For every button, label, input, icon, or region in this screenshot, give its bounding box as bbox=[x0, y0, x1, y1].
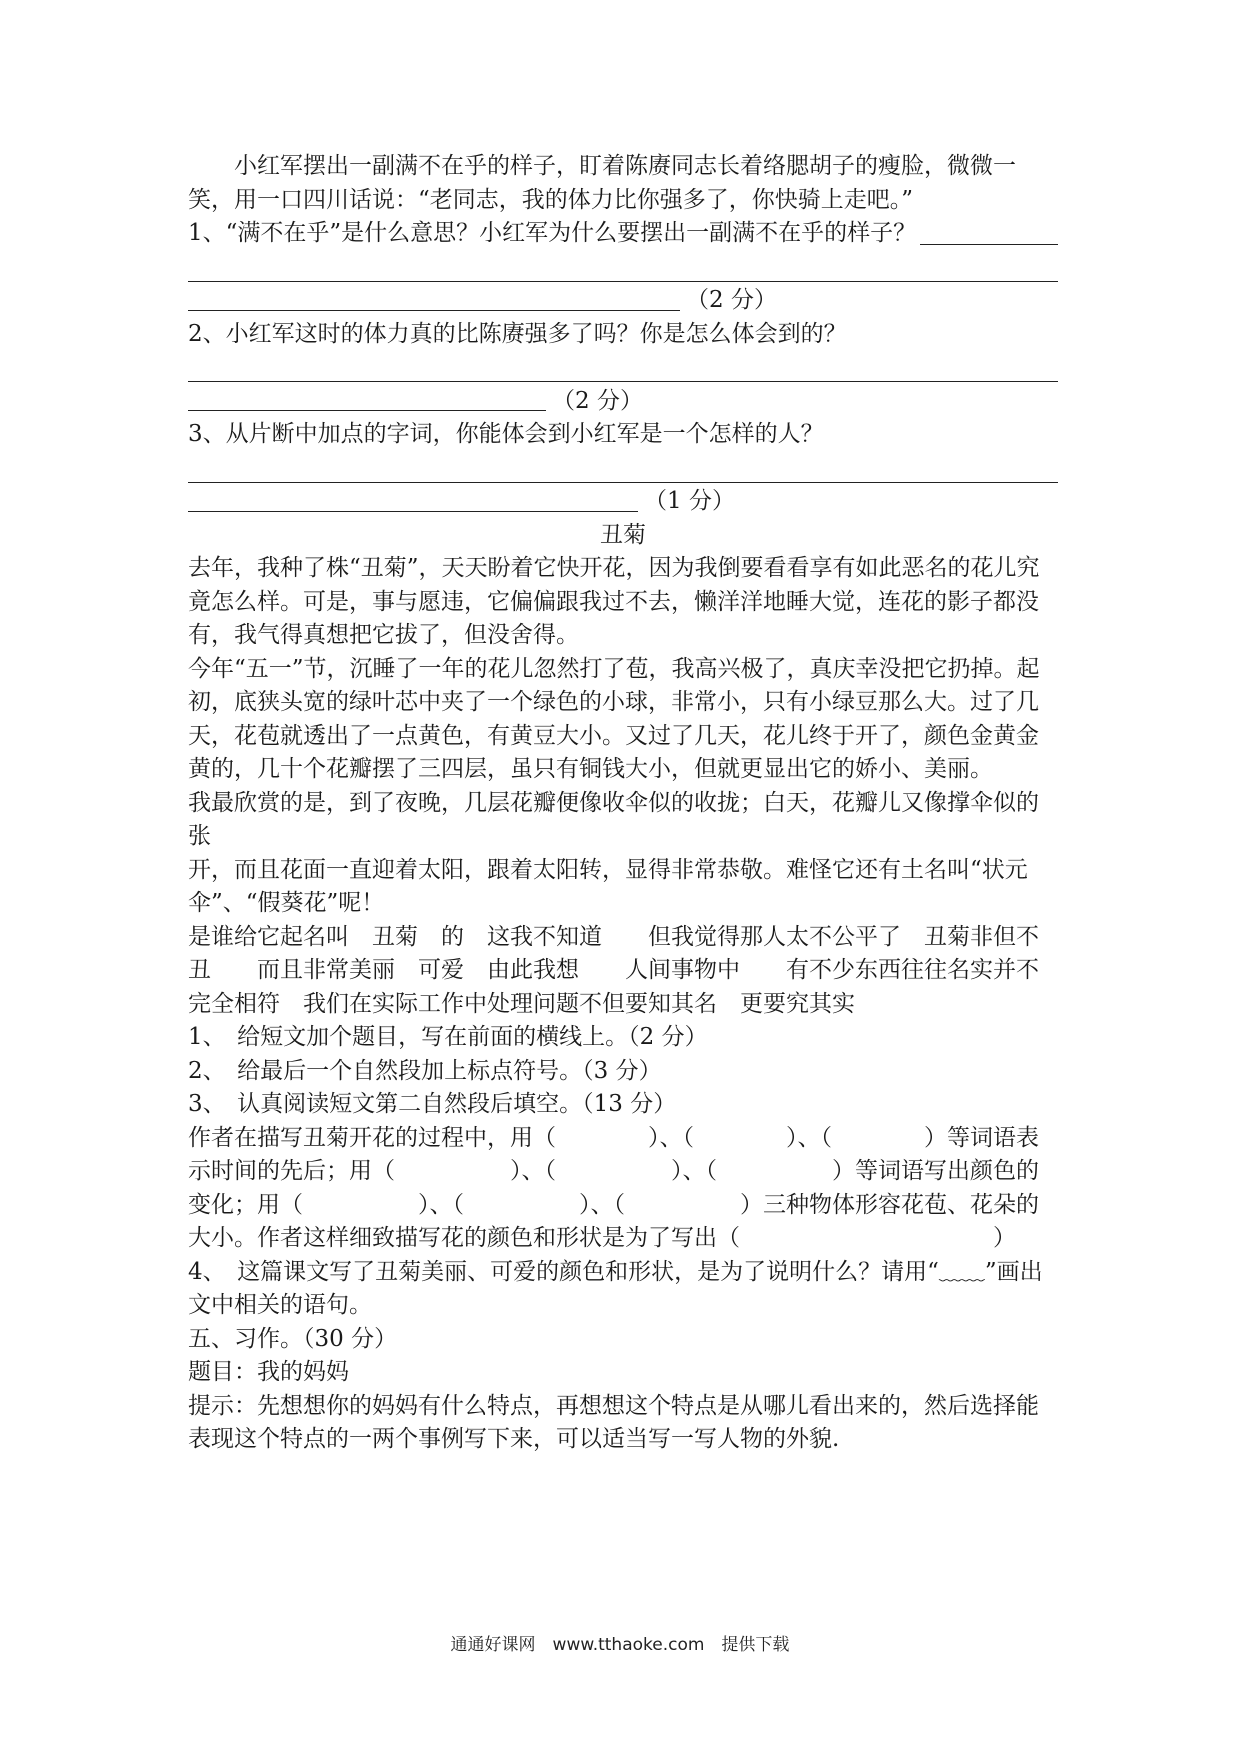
answer-line[interactable] bbox=[188, 286, 680, 311]
paragraph-3a: 我最欣赏的是，到了夜晚，几层花瓣便像收伞似的收拢；白天，花瓣儿又像撑伞似的张 bbox=[188, 789, 1039, 849]
answer-line-with-score bbox=[188, 285, 1058, 318]
fill-in-blank[interactable]: 作者在描写丑菊开花的过程中，用（ ）、（ ）、（ ）等词语表示时间的先后；用（ ）、（ ）、（ ）等词语写出颜色的变化；用（ ）、（ ）、（ ）三种物体形容花苞、花朵的大小。作者这样细致描写花的颜色和形状是为了写出（ ） bbox=[188, 1124, 1039, 1251]
passage-question-2: 2、 给最后一个自然段加上标点符号。（3 分） bbox=[188, 1057, 662, 1084]
paragraph-4: 是谁给它起名叫 丑菊 的 这我不知道 但我觉得那人太不公平了 丑菊非但不丑 而且非常美丽 可爱 由此我想 人间事物中 有不少东西往往名实并不完全相符 我们在实际工作中处理问题不但要知其名 更要究其实 bbox=[188, 923, 1039, 1017]
score-label: （2 分） bbox=[686, 287, 777, 313]
question-3: 3、从片断中加点的字词，你能体会到小红军是一个怎样的人？ bbox=[188, 421, 824, 447]
passage-question-3: 3、 认真阅读短文第二自然段后填空。（13 分） bbox=[188, 1091, 677, 1117]
answer-line[interactable] bbox=[188, 386, 546, 411]
paragraph-3b: 开，而且花面一直迎着太阳，跟着太阳转，显得非常恭敬。难怪它还有土名叫“状元伞”、“假葵花”呢！ bbox=[188, 856, 1028, 916]
essay-hint: 提示：先想想你的妈妈有什么特点，再想想这个特点是从哪儿看出来的，然后选择能表现这个特点的一两个事例写下来，可以适当写一写人物的外貌. bbox=[188, 1392, 1039, 1452]
essay-topic: 题目：我的妈妈 bbox=[188, 1359, 349, 1385]
page-footer: 通通好课网 www.tthaoke.com 提供下载 bbox=[450, 1635, 790, 1655]
passage-question-4: 4、 这篇课文写了丑菊美丽、可爱的颜色和形状，是为了说明什么？请用“﹏﹏”画出文中相关的语句。 bbox=[188, 1258, 1043, 1318]
score-label: （1 分） bbox=[644, 488, 735, 514]
answer-line[interactable] bbox=[188, 351, 1058, 382]
answer-line[interactable] bbox=[188, 452, 1058, 483]
paragraph-1: 去年，我种了株“丑菊”，天天盼着它快开花，因为我倒要看看享有如此恶名的花儿究竟怎么样。可是，事与愿违，它偏偏跟我过不去，懒洋洋地睡大觉，连花的影子都没有，我气得真想把它拔了，但没舍得。 bbox=[188, 555, 1040, 648]
answer-line-with-score bbox=[188, 385, 1058, 418]
passage-title: 丑菊 bbox=[600, 521, 646, 548]
answer-line[interactable] bbox=[188, 251, 1058, 282]
passage-excerpt: 小红军摆出一副满不在乎的样子，盯着陈赓同志长着络腮胡子的瘦脸，微微一笑，用一口四川话说：“老同志，我的体力比你强多了，你快骑上走吧。” bbox=[188, 153, 1016, 213]
section-5-heading: 五、习作。（30 分） bbox=[188, 1325, 398, 1352]
question-1: 1、“满不在乎”是什么意思？小红军为什么要摆出一副满不在乎的样子？ bbox=[188, 220, 917, 246]
exam-page bbox=[188, 150, 1058, 1457]
score-label: （2 分） bbox=[552, 387, 643, 414]
answer-line[interactable] bbox=[188, 487, 638, 512]
question-1-row bbox=[188, 217, 1058, 251]
answer-line[interactable] bbox=[920, 218, 1058, 245]
passage-question-1: 1、 给短文加个题目，写在前面的横线上。（2 分） bbox=[188, 1024, 708, 1050]
paragraph-2: 今年“五一”节，沉睡了一年的花儿忽然打了苞，我高兴极了，真庆幸没把它扔掉。起初，底狭头宽的绿叶芯中夹了一个绿色的小球，非常小，只有小绿豆那么大。过了几天，花苞就透出了一点黄色，有黄豆大小。又过了几天，花儿终于开了，颜色金黄金黄的，几十个花瓣摆了三四层，虽只有铜钱大小，但就更显出它的娇小、美丽。 bbox=[188, 655, 1040, 782]
answer-line-with-score bbox=[188, 486, 1058, 519]
question-2: 2、小红军这时的体力真的比陈赓强多了吗？你是怎么体会到的？ bbox=[188, 320, 847, 347]
